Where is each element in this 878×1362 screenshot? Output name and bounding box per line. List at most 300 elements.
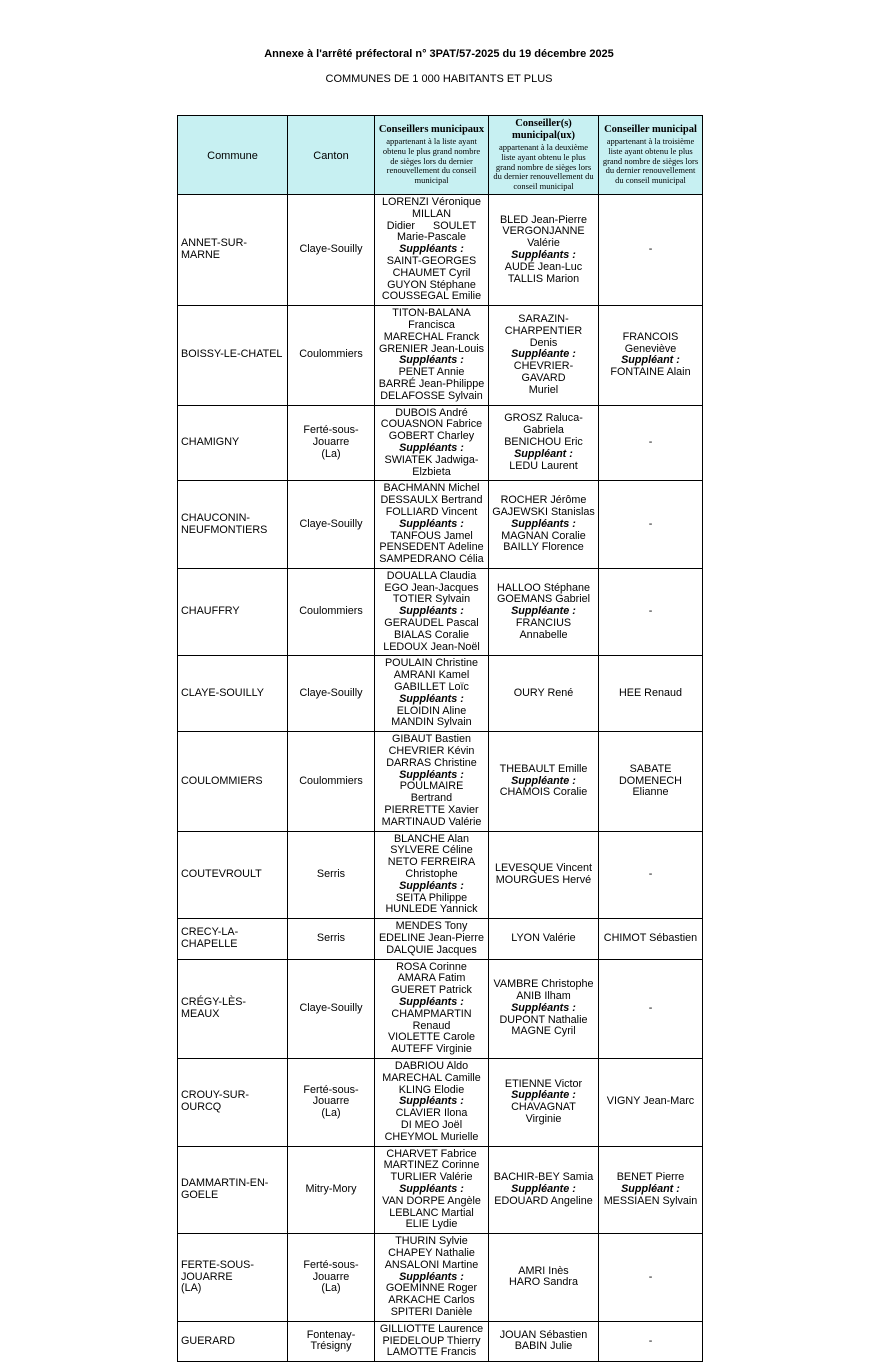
header-liste1 bbox=[375, 116, 489, 195]
text-line: GILLIOTTE Laurence bbox=[379, 1322, 484, 1335]
table-row bbox=[178, 919, 703, 959]
conseillers-liste2-cell bbox=[489, 656, 599, 732]
supplement-label: Suppléants : bbox=[399, 768, 464, 781]
text-line: CHEVRIER Kévin bbox=[388, 745, 475, 758]
text-line: Claye-Souilly bbox=[299, 243, 363, 256]
text-line bbox=[378, 997, 485, 1009]
conseillers-liste1-cell bbox=[375, 568, 489, 656]
text-line: GERAUDEL Pascal bbox=[384, 617, 479, 630]
text-line: SYLVERE Céline bbox=[390, 844, 473, 857]
canton-cell bbox=[288, 919, 375, 959]
canton-cell bbox=[288, 481, 375, 569]
text-line: THURIN Sylvie bbox=[395, 1235, 468, 1248]
communes-table bbox=[177, 115, 703, 1362]
text-line: MARTINEZ Corinne bbox=[383, 1159, 480, 1172]
conseillers-liste3-cell bbox=[599, 405, 703, 481]
text-line: BLANCHE Alan bbox=[393, 832, 469, 845]
text-line: - bbox=[648, 243, 653, 256]
text-line: CLAYE-SOUILLY bbox=[181, 686, 265, 699]
commune-cell bbox=[178, 481, 288, 569]
table-row bbox=[178, 194, 703, 305]
text-line: GROSZ Raluca-Gabriela bbox=[504, 412, 583, 437]
table-row bbox=[178, 1146, 703, 1234]
text-line: PIEDELOUP Thierry bbox=[382, 1334, 481, 1347]
supplement-label: Suppléante : bbox=[511, 348, 576, 361]
text-line: MAGNAN Coralie bbox=[501, 529, 586, 542]
text-line bbox=[492, 1003, 595, 1015]
commune-cell bbox=[178, 959, 288, 1058]
supplement-label: Suppléants : bbox=[399, 1095, 464, 1108]
text-line: CHAMOIS Coralie bbox=[499, 786, 588, 799]
conseillers-liste2-cell bbox=[489, 481, 599, 569]
text-line: Ferté-sous-Jouarre bbox=[303, 1258, 359, 1283]
text-line: FRANCOIS Geneviève bbox=[622, 330, 682, 355]
text-line: LORENZI Véronique bbox=[381, 195, 482, 208]
text-line: COUSSEGAL Emilie bbox=[381, 290, 482, 303]
commune-cell bbox=[178, 1234, 288, 1322]
text-line: CHAVAGNAT Virginie bbox=[511, 1101, 579, 1126]
text-line: OURY René bbox=[513, 686, 574, 699]
table-row bbox=[178, 831, 703, 919]
text-line: COUASNON Fabrice bbox=[380, 418, 483, 431]
supplement-label: Suppléante : bbox=[511, 774, 576, 787]
text-line: MAGNE Cyril bbox=[511, 1025, 576, 1038]
conseillers-liste2-cell bbox=[489, 306, 599, 405]
text-line: DALQUIE Jacques bbox=[386, 943, 477, 956]
text-line: FERTE-SOUS-JOUARRE bbox=[181, 1258, 254, 1283]
text-line: SAINT-GEORGES bbox=[386, 254, 477, 267]
text-line: Claye-Souilly bbox=[299, 517, 363, 530]
text-line: ELOIDIN Aline bbox=[396, 704, 467, 717]
supplement-label: Suppléants : bbox=[511, 249, 576, 262]
text-line: CHAUMET Cyril bbox=[392, 266, 471, 279]
text-line: DABRIOU Aldo bbox=[394, 1059, 469, 1072]
text-line: CHEVRIER-GAVARD bbox=[513, 360, 574, 385]
text-line: ROCHER Jérôme bbox=[500, 494, 587, 507]
text-line: SABATE DOMENECH bbox=[619, 762, 682, 787]
commune-cell bbox=[178, 1146, 288, 1234]
supplement-label: Suppléante : bbox=[511, 605, 576, 618]
text-line: BACHIR-BEY Samia bbox=[493, 1171, 594, 1184]
supplement-label: Suppléants : bbox=[511, 517, 576, 530]
text-line: (La) bbox=[321, 447, 341, 460]
text-line: LEVESQUE Vincent bbox=[494, 862, 593, 875]
text-line: - bbox=[648, 1270, 653, 1283]
text-line: SAMPEDRANO Célia bbox=[379, 553, 484, 566]
canton-cell bbox=[288, 568, 375, 656]
text-line: VAN DORPE Angèle bbox=[382, 1194, 481, 1207]
conseillers-liste2-cell bbox=[489, 959, 599, 1058]
commune-cell bbox=[178, 831, 288, 919]
supplement-label: Suppléant : bbox=[621, 1182, 680, 1195]
text-line: VAMBRE Christophe bbox=[493, 978, 594, 991]
text-line: Elianne bbox=[632, 786, 669, 799]
text-line: ANNET-SUR-MARNE bbox=[181, 237, 247, 262]
supplement-label: Suppléant : bbox=[514, 447, 573, 460]
conseillers-liste3-cell bbox=[599, 831, 703, 919]
text-line: Mitry-Mory bbox=[305, 1182, 357, 1195]
text-line: Marie-Pascale Suppléants : bbox=[396, 231, 469, 256]
text-line: DI MEO Joël bbox=[400, 1118, 463, 1131]
table-row bbox=[178, 306, 703, 405]
text-line: CHARPENTIER Denis bbox=[504, 324, 586, 349]
table-row bbox=[178, 481, 703, 569]
text-line: AMRI Inès bbox=[518, 1264, 569, 1277]
text-line: Coulommiers bbox=[299, 348, 363, 361]
supplement-label: Suppléants : bbox=[399, 1182, 464, 1195]
supplement-label: Suppléants : bbox=[399, 605, 464, 618]
supplement-label: Suppléante : bbox=[511, 1182, 576, 1195]
text-line: PIERRETTE Xavier bbox=[384, 804, 479, 817]
conseillers-liste1-cell bbox=[375, 831, 489, 919]
header-canton bbox=[288, 116, 375, 195]
canton-cell bbox=[288, 1234, 375, 1322]
canton-cell bbox=[288, 656, 375, 732]
text-line: CRÉGY-LÈS-MEAUX bbox=[181, 995, 247, 1020]
table-row bbox=[178, 959, 703, 1058]
commune-cell bbox=[178, 1058, 288, 1146]
canton-cell bbox=[288, 1321, 375, 1361]
text-line: (La) bbox=[321, 1282, 341, 1295]
conseillers-liste3-cell bbox=[599, 919, 703, 959]
text-line: - bbox=[648, 868, 653, 881]
text-line: GIBAUT Bastien bbox=[391, 733, 471, 746]
text-line: CHIMOT Sébastien bbox=[603, 932, 698, 944]
table-row bbox=[178, 568, 703, 656]
text-line: EGO Jean-Jacques bbox=[384, 581, 479, 594]
doc-subtitle: COMMUNES DE 1 000 HABITANTS ET PLUS bbox=[325, 73, 553, 85]
header-canton-label: Canton bbox=[313, 149, 349, 162]
text-line bbox=[378, 519, 485, 531]
text-line: Serris bbox=[316, 868, 346, 881]
text-line: LYON Valérie bbox=[511, 932, 576, 944]
text-line: - bbox=[648, 436, 653, 449]
conseillers-liste1-cell bbox=[375, 959, 489, 1058]
conseillers-liste2-cell bbox=[489, 831, 599, 919]
text-line: MESSIAEN Sylvain bbox=[603, 1194, 698, 1207]
text-line: COUTEVROULT bbox=[181, 868, 262, 881]
conseillers-liste3-cell bbox=[599, 306, 703, 405]
text-line: CRECY-LA-CHAPELLE bbox=[181, 926, 239, 950]
conseillers-liste3-cell bbox=[599, 568, 703, 656]
table-row bbox=[178, 656, 703, 732]
text-line: Claye-Souilly bbox=[299, 686, 363, 699]
text-line: FRANCIUS Annabelle bbox=[515, 617, 574, 641]
conseillers-liste2-cell bbox=[489, 1058, 599, 1146]
text-line: ARKACHE Carlos bbox=[388, 1294, 475, 1307]
supplement-label: Suppléante : bbox=[511, 1089, 576, 1102]
text-line: Fontenay-Trésigny bbox=[306, 1328, 356, 1353]
text-line: Serris bbox=[316, 932, 346, 944]
conseillers-liste3-cell bbox=[599, 1234, 703, 1322]
supplement-label: Suppléants : bbox=[399, 995, 464, 1008]
text-line bbox=[492, 449, 595, 461]
text-line: - bbox=[648, 605, 653, 618]
supplement-label: Suppléants : bbox=[399, 517, 464, 530]
canton-cell bbox=[288, 194, 375, 305]
text-line: TOTIER Sylvain bbox=[392, 593, 471, 606]
text-line: GUERET Patrick bbox=[391, 984, 472, 997]
canton-cell bbox=[288, 1146, 375, 1234]
text-line: BACHMANN Michel bbox=[383, 482, 480, 495]
commune-cell bbox=[178, 405, 288, 481]
canton-cell bbox=[288, 732, 375, 831]
text-line: FOLLIARD Vincent bbox=[385, 505, 478, 518]
header-row bbox=[178, 116, 703, 195]
header-liste1-sub: appartenant à la liste ayant obtenu le plus grand nombre de sièges lors du dernier renouvellement du conseil municipal bbox=[382, 136, 481, 186]
table-row bbox=[178, 732, 703, 831]
text-line: CLAVIER Ilona bbox=[395, 1107, 468, 1120]
text-line: Claye-Souilly bbox=[299, 1001, 363, 1014]
conseillers-liste3-cell bbox=[599, 194, 703, 305]
header-liste3 bbox=[599, 116, 703, 195]
text-line: MARTINAUD Valérie bbox=[381, 815, 482, 828]
supplement-label: Suppléants : bbox=[399, 441, 464, 454]
text-line: BABIN Julie bbox=[514, 1340, 573, 1353]
conseillers-liste3-cell bbox=[599, 656, 703, 732]
text-line bbox=[378, 443, 485, 455]
table-row bbox=[178, 405, 703, 481]
text-line bbox=[492, 1184, 595, 1196]
text-line: - bbox=[648, 517, 653, 530]
conseillers-liste1-cell bbox=[375, 656, 489, 732]
text-line: Coulommiers bbox=[299, 774, 363, 787]
text-line: DAMMARTIN-EN-GOELE bbox=[181, 1177, 269, 1201]
conseillers-liste3-cell bbox=[599, 1058, 703, 1146]
text-line: (La) bbox=[321, 1107, 341, 1120]
text-line: AUTEFF Virginie bbox=[391, 1043, 472, 1056]
text-line: BIALAS Coralie bbox=[393, 628, 469, 641]
text-line: SPITERI Danièle bbox=[390, 1305, 473, 1318]
table-body bbox=[178, 194, 703, 1361]
text-line: HUNLEDE Yannick bbox=[385, 903, 478, 916]
text-line: EDELINE Jean-Pierre bbox=[378, 932, 484, 944]
conseillers-liste1-cell bbox=[375, 1321, 489, 1361]
header-commune-label: Commune bbox=[207, 149, 258, 162]
canton-cell bbox=[288, 306, 375, 405]
header-commune bbox=[178, 116, 288, 195]
header-liste2 bbox=[489, 116, 599, 195]
supplement-label: Suppléant : bbox=[621, 354, 680, 367]
text-line bbox=[602, 1184, 699, 1196]
text-line: CHAMPMARTIN Renaud bbox=[391, 1007, 475, 1032]
text-line: GUYON Stéphane bbox=[387, 278, 476, 291]
conseillers-liste3-cell bbox=[599, 1321, 703, 1361]
text-line: DARRAS Christine bbox=[386, 756, 477, 769]
text-line: AUDÉ Jean-Luc bbox=[504, 260, 583, 273]
header-liste3-title: Conseiller municipal bbox=[604, 124, 697, 135]
text-line: DOUALLA Claudia bbox=[386, 569, 477, 582]
supplement-label: Suppléants : bbox=[399, 243, 464, 256]
text-line: BENICHOU Eric bbox=[504, 436, 583, 449]
table-row bbox=[178, 1058, 703, 1146]
commune-cell bbox=[178, 656, 288, 732]
text-line: ROSA Corinne bbox=[396, 960, 467, 973]
text-line: BLED Jean-Pierre bbox=[499, 213, 587, 226]
text-line: GAJEWSKI Stanislas bbox=[492, 505, 595, 518]
conseillers-liste1-cell bbox=[375, 1058, 489, 1146]
conseillers-liste2-cell bbox=[489, 568, 599, 656]
canton-cell bbox=[288, 1058, 375, 1146]
conseillers-liste2-cell bbox=[489, 1146, 599, 1234]
text-line: LEDU Laurent bbox=[509, 459, 578, 472]
text-line: VIOLETTE Carole bbox=[387, 1031, 475, 1044]
text-line: - bbox=[648, 1334, 653, 1347]
conseillers-liste2-cell bbox=[489, 194, 599, 305]
text-line: TALLIS Marion bbox=[507, 272, 580, 285]
conseillers-liste1-cell bbox=[375, 1146, 489, 1234]
text-line: MARECHAL Camille bbox=[382, 1071, 481, 1084]
header-liste2-sub: appartenant à la deuxième liste ayant obtenu le plus grand nombre de sièges lors du dernier renouvellement du conseil municipal bbox=[493, 142, 594, 192]
text-line: GOBERT Charley bbox=[388, 430, 475, 443]
text-line: ANIB Ilham bbox=[516, 990, 571, 1003]
header-liste1-title: Conseillers municipaux bbox=[378, 124, 485, 135]
text-line: FONTAINE Alain bbox=[610, 366, 691, 379]
text-line: NETO FERREIRA bbox=[387, 856, 476, 869]
text-line: CHEYMOL Murielle bbox=[384, 1130, 479, 1143]
text-line: EDOUARD Angeline bbox=[494, 1194, 593, 1207]
supplement-label: Suppléants : bbox=[511, 1001, 576, 1014]
text-line: TITON-BALANA Francisca bbox=[392, 307, 474, 331]
doc-title: Annexe à l'arrêté préfectoral n° 3PAT/57-2025 du 19 décembre 2025 bbox=[264, 48, 614, 60]
commune-cell bbox=[178, 568, 288, 656]
text-line: MANDIN Sylvain bbox=[391, 716, 472, 729]
text-line: Christophe bbox=[405, 868, 458, 881]
conseillers-liste2-cell bbox=[489, 1321, 599, 1361]
text-line: HEE Renaud bbox=[618, 686, 683, 699]
text-line bbox=[492, 519, 595, 531]
conseillers-liste3-cell bbox=[599, 959, 703, 1058]
text-line: ELIE Lydie bbox=[405, 1218, 458, 1231]
text-line: BOISSY-LE-CHATEL bbox=[181, 348, 283, 361]
text-line: GABILLET Loïc bbox=[394, 681, 469, 694]
supplement-label: Suppléants : bbox=[399, 354, 464, 367]
text-line: NEUFMONTIERS bbox=[181, 523, 268, 536]
text-line: MOURGUES Hervé bbox=[495, 873, 592, 886]
text-line: SEITA Philippe bbox=[395, 891, 468, 904]
conseillers-liste1-cell bbox=[375, 405, 489, 481]
text-line: BARRÉ Jean-Philippe bbox=[378, 377, 485, 390]
text-line: VIGNY Jean-Marc bbox=[606, 1095, 695, 1108]
text-line: PENSEDENT Adeline bbox=[379, 541, 484, 554]
text-line: SARAZIN- bbox=[518, 313, 569, 326]
text-line: COULOMMIERS bbox=[181, 774, 263, 787]
table-header bbox=[178, 116, 703, 195]
text-line: AMRANI Kamel bbox=[393, 669, 470, 682]
conseillers-liste1-cell bbox=[375, 306, 489, 405]
conseillers-liste2-cell bbox=[489, 1234, 599, 1322]
conseillers-liste1-cell bbox=[375, 1234, 489, 1322]
text-line: HALLOO Stéphane bbox=[496, 581, 591, 594]
text-line: DUBOIS André bbox=[395, 406, 468, 419]
supplement-label: Suppléants : bbox=[399, 1270, 464, 1283]
text-line: AMARA Fatim bbox=[397, 972, 466, 985]
header-liste2-title: Conseiller(s) municipal(ux) bbox=[511, 118, 575, 141]
table-row bbox=[178, 1234, 703, 1322]
text-line: Coulommiers bbox=[299, 605, 363, 618]
supplement-label: Suppléants : bbox=[399, 692, 464, 705]
commune-cell bbox=[178, 1321, 288, 1361]
canton-cell bbox=[288, 959, 375, 1058]
text-line: POULMAIRE Bertrand bbox=[399, 780, 467, 805]
conseillers-liste1-cell bbox=[375, 919, 489, 959]
text-line bbox=[378, 1272, 485, 1284]
text-line: CHAMIGNY bbox=[181, 436, 240, 449]
text-line: Muriel bbox=[528, 383, 559, 396]
text-line: - bbox=[648, 1001, 653, 1014]
text-line: MENDES Tony bbox=[395, 920, 468, 933]
conseillers-liste2-cell bbox=[489, 405, 599, 481]
commune-cell bbox=[178, 919, 288, 959]
text-line: GOEMANS Gabriel bbox=[497, 593, 590, 606]
text-line bbox=[378, 694, 485, 706]
text-line: GOEMINNE Roger bbox=[385, 1282, 478, 1295]
text-line: CROUY-SUR-OURCQ bbox=[181, 1089, 249, 1114]
header-liste3-sub: appartenant à la troisième liste ayant obtenu le plus grand nombre de sièges lors du dernier renouvellement du conseil municipal bbox=[602, 136, 699, 186]
text-line: CHAUFFRY bbox=[181, 605, 240, 618]
canton-cell bbox=[288, 831, 375, 919]
conseillers-liste1-cell bbox=[375, 732, 489, 831]
text-line: HARO Sandra bbox=[508, 1276, 578, 1289]
text-line: CHAPEY Nathalie bbox=[388, 1246, 475, 1259]
text-line: POULAIN Christine bbox=[384, 657, 478, 670]
text-line: TURLIER Valérie bbox=[390, 1171, 473, 1184]
commune-cell bbox=[178, 194, 288, 305]
text-line: MILLAN Didier SOULET bbox=[386, 207, 477, 232]
text-line: THEBAULT Emille bbox=[499, 762, 588, 775]
text-line: ANSALONI Martine bbox=[384, 1258, 479, 1271]
text-line: ETIENNE Victor bbox=[504, 1077, 583, 1090]
text-line: DUPONT Nathalie bbox=[499, 1013, 588, 1026]
text-line: LAMOTTE Francis bbox=[386, 1346, 477, 1359]
conseillers-liste1-cell bbox=[375, 481, 489, 569]
canton-cell bbox=[288, 405, 375, 481]
text-line: GUERARD bbox=[181, 1334, 235, 1347]
text-line: LEBLANC Martial bbox=[389, 1206, 474, 1219]
table-row bbox=[178, 1321, 703, 1361]
text-line: DESSAULX Bertrand bbox=[380, 494, 483, 507]
text-line: Ferté-sous-Jouarre bbox=[303, 424, 359, 449]
text-line bbox=[378, 881, 485, 893]
text-line: VERGONJANNE Valérie bbox=[502, 225, 588, 250]
conseillers-liste2-cell bbox=[489, 732, 599, 831]
text-line: (LA) bbox=[181, 1282, 202, 1295]
text-line: PENET Annie bbox=[398, 366, 465, 379]
supplement-label: Suppléants : bbox=[399, 879, 464, 892]
conseillers-liste1-cell bbox=[375, 194, 489, 305]
commune-cell bbox=[178, 732, 288, 831]
text-line: GRENIER Jean-Louis bbox=[378, 342, 484, 355]
commune-cell bbox=[178, 306, 288, 405]
text-line: BAILLY Florence bbox=[503, 541, 584, 554]
text-line bbox=[378, 1184, 485, 1196]
text-line: DELAFOSSE Sylvain bbox=[380, 389, 483, 402]
text-line: JOUAN Sébastien bbox=[499, 1328, 588, 1341]
text-line: CHARVET Fabrice bbox=[386, 1147, 477, 1160]
conseillers-liste3-cell bbox=[599, 732, 703, 831]
conseillers-liste3-cell bbox=[599, 481, 703, 569]
text-line: BENET Pierre bbox=[616, 1171, 685, 1184]
conseillers-liste2-cell bbox=[489, 919, 599, 959]
text-line: KLING Elodie bbox=[398, 1083, 465, 1096]
text-line: TANFOUS Jamel bbox=[390, 529, 473, 542]
text-line: MARECHAL Franck bbox=[383, 330, 480, 343]
conseillers-liste3-cell bbox=[599, 1146, 703, 1234]
text-line: Ferté-sous-Jouarre bbox=[303, 1083, 359, 1108]
text-line: SWIATEK Jadwiga-Elzbieta bbox=[384, 453, 479, 478]
text-line: CHAUCONIN- bbox=[181, 511, 250, 524]
text-line: LEDOUX Jean-Noël bbox=[383, 640, 480, 653]
